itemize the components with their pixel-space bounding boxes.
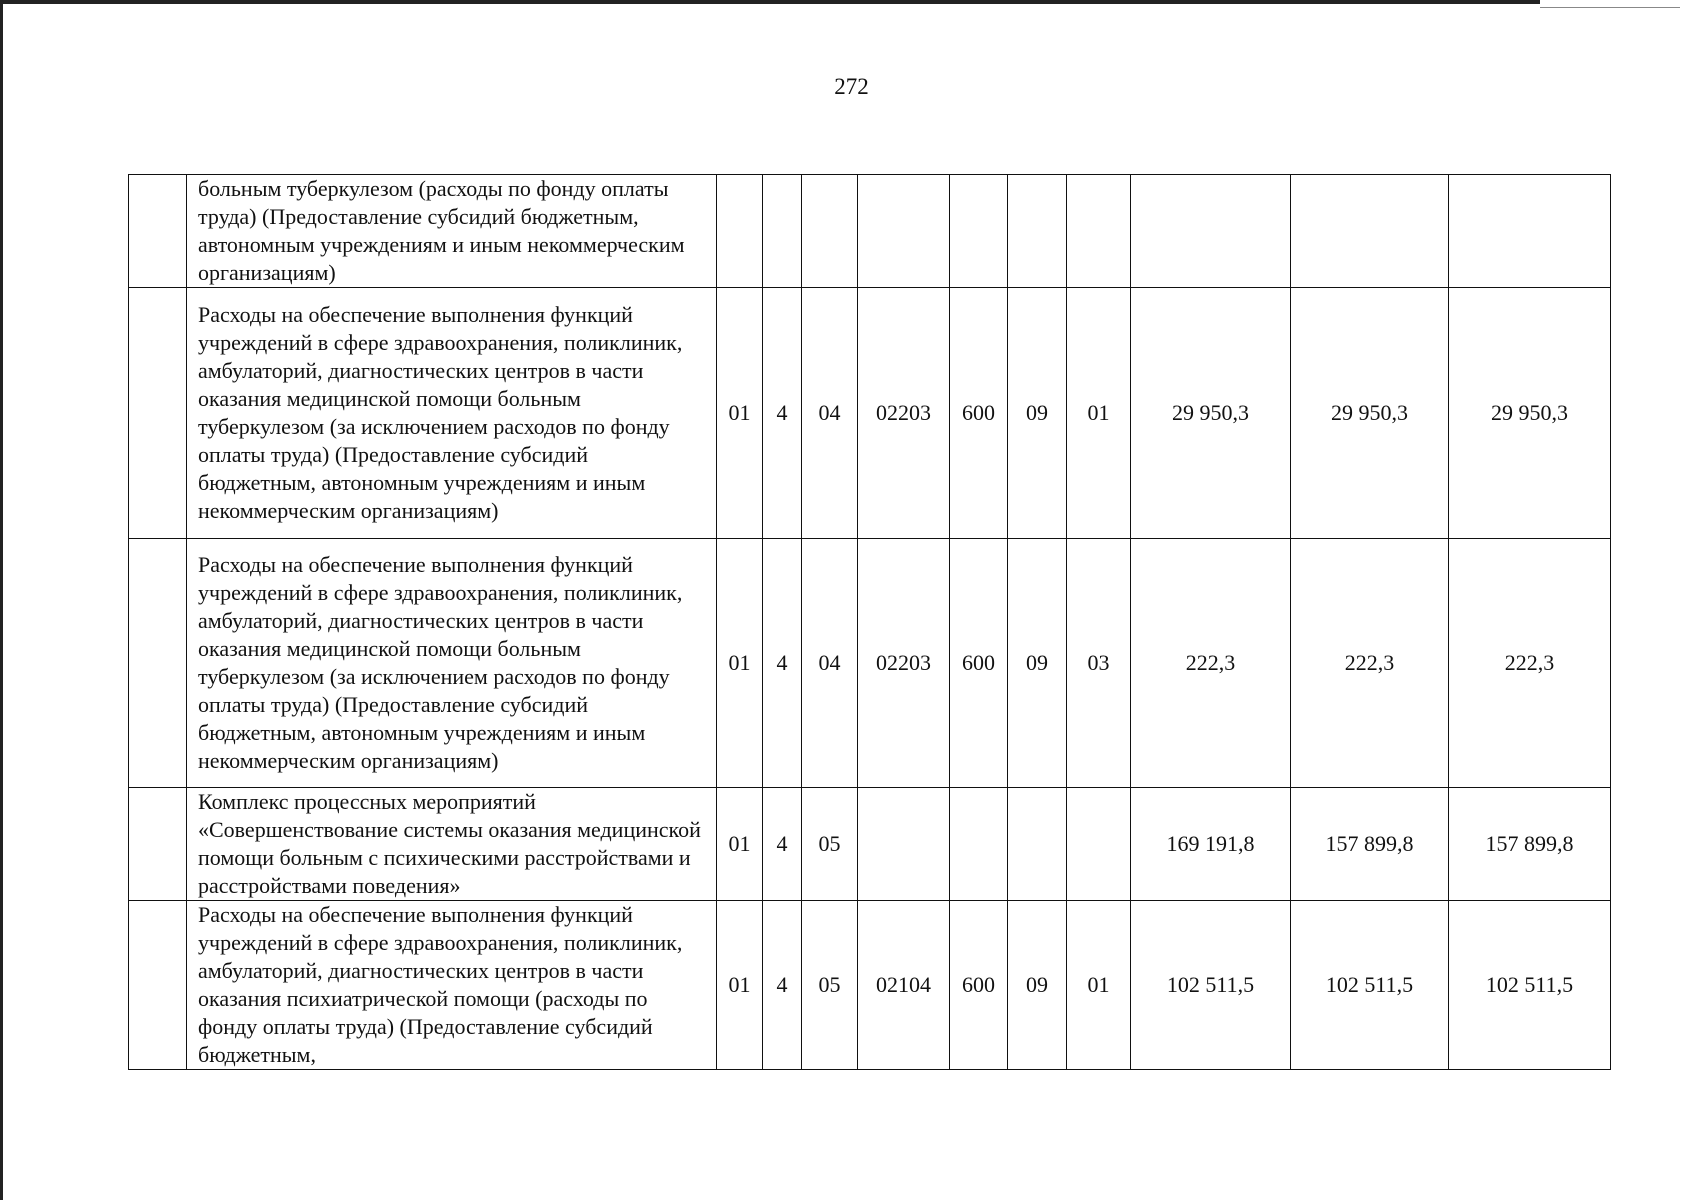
amount-year-1: 102 511,5 bbox=[1131, 901, 1291, 1070]
code-cell-1: 01 bbox=[717, 901, 763, 1070]
table-row bbox=[129, 288, 1611, 539]
scan-edge-left bbox=[0, 0, 3, 1200]
code-cell-4 bbox=[858, 788, 950, 901]
code-cell-1: 01 bbox=[717, 288, 763, 539]
amount-year-1: 29 950,3 bbox=[1131, 288, 1291, 539]
code-cell-5 bbox=[950, 788, 1008, 901]
code-cell-3: 04 bbox=[802, 539, 858, 788]
code-cell-3: 05 bbox=[802, 901, 858, 1070]
code-cell-4: 02104 bbox=[858, 901, 950, 1070]
amount-year-3: 222,3 bbox=[1449, 539, 1611, 788]
table-row bbox=[129, 539, 1611, 788]
code-cell-2: 4 bbox=[763, 901, 802, 1070]
code-cell-6 bbox=[1008, 175, 1067, 288]
row-name: Расходы на обеспечение выполнения функций учреждений в сфере здравоохранения, поликлиник, амбулаторий, диагностических центров в части оказания медицинской помощи больным туберкулезом (за исключением расходов по фонду оплаты труда) (Предоставление субсидий бюджетным, автономным учреждениям и иным некоммерческим организациям) bbox=[187, 539, 717, 788]
code-cell-1 bbox=[717, 175, 763, 288]
code-cell-2 bbox=[763, 175, 802, 288]
index-cell bbox=[129, 788, 187, 901]
code-cell-5: 600 bbox=[950, 539, 1008, 788]
index-cell bbox=[129, 288, 187, 539]
code-cell-7: 03 bbox=[1067, 539, 1131, 788]
scan-edge-top bbox=[0, 0, 1540, 4]
row-name: Комплекс процессных мероприятий «Совершенствование системы оказания медицинской помощи больным с психическими расстройствами и расстройствами поведения» bbox=[187, 788, 717, 901]
row-name: Расходы на обеспечение выполнения функций учреждений в сфере здравоохранения, поликлиник, амбулаторий, диагностических центров в части оказания медицинской помощи больным туберкулезом (за исключением расходов по фонду оплаты труда) (Предоставление субсидий бюджетным, автономным учреждениям и иным некоммерческим организациям) bbox=[187, 288, 717, 539]
code-cell-6: 09 bbox=[1008, 539, 1067, 788]
amount-year-3: 102 511,5 bbox=[1449, 901, 1611, 1070]
code-cell-1: 01 bbox=[717, 539, 763, 788]
code-cell-3 bbox=[802, 175, 858, 288]
amount-year-3 bbox=[1449, 175, 1611, 288]
index-cell bbox=[129, 539, 187, 788]
budget-table bbox=[128, 174, 1611, 1070]
code-cell-6 bbox=[1008, 788, 1067, 901]
table-row bbox=[129, 788, 1611, 901]
amount-year-3: 157 899,8 bbox=[1449, 788, 1611, 901]
row-name: больным туберкулезом (расходы по фонду оплаты труда) (Предоставление субсидий бюджетным, автономным учреждениям и иным некоммерческим организациям) bbox=[187, 175, 717, 288]
code-cell-7: 01 bbox=[1067, 288, 1131, 539]
code-cell-4: 02203 bbox=[858, 539, 950, 788]
amount-year-2 bbox=[1291, 175, 1449, 288]
amount-year-2: 102 511,5 bbox=[1291, 901, 1449, 1070]
scan-edge-top-thin bbox=[1540, 7, 1680, 8]
code-cell-6: 09 bbox=[1008, 901, 1067, 1070]
code-cell-2: 4 bbox=[763, 539, 802, 788]
amount-year-1: 169 191,8 bbox=[1131, 788, 1291, 901]
code-cell-7: 01 bbox=[1067, 901, 1131, 1070]
code-cell-7 bbox=[1067, 175, 1131, 288]
code-cell-1: 01 bbox=[717, 788, 763, 901]
code-cell-2: 4 bbox=[763, 288, 802, 539]
amount-year-3: 29 950,3 bbox=[1449, 288, 1611, 539]
code-cell-7 bbox=[1067, 788, 1131, 901]
code-cell-3: 05 bbox=[802, 788, 858, 901]
page-number: 272 bbox=[834, 74, 869, 99]
amount-year-1 bbox=[1131, 175, 1291, 288]
table-row bbox=[129, 901, 1611, 1070]
index-cell bbox=[129, 175, 187, 288]
code-cell-2: 4 bbox=[763, 788, 802, 901]
amount-year-2: 29 950,3 bbox=[1291, 288, 1449, 539]
code-cell-3: 04 bbox=[802, 288, 858, 539]
amount-year-2: 222,3 bbox=[1291, 539, 1449, 788]
code-cell-4: 02203 bbox=[858, 288, 950, 539]
code-cell-4 bbox=[858, 175, 950, 288]
row-name: Расходы на обеспечение выполнения функций учреждений в сфере здравоохранения, поликлиник, амбулаторий, диагностических центров в части оказания психиатрической помощи (расходы по фонду оплаты труда) (Предоставление субсидий бюджетным, bbox=[187, 901, 717, 1070]
code-cell-5: 600 bbox=[950, 901, 1008, 1070]
code-cell-5 bbox=[950, 175, 1008, 288]
index-cell bbox=[129, 901, 187, 1070]
table-row bbox=[129, 175, 1611, 288]
amount-year-1: 222,3 bbox=[1131, 539, 1291, 788]
code-cell-5: 600 bbox=[950, 288, 1008, 539]
amount-year-2: 157 899,8 bbox=[1291, 788, 1449, 901]
code-cell-6: 09 bbox=[1008, 288, 1067, 539]
